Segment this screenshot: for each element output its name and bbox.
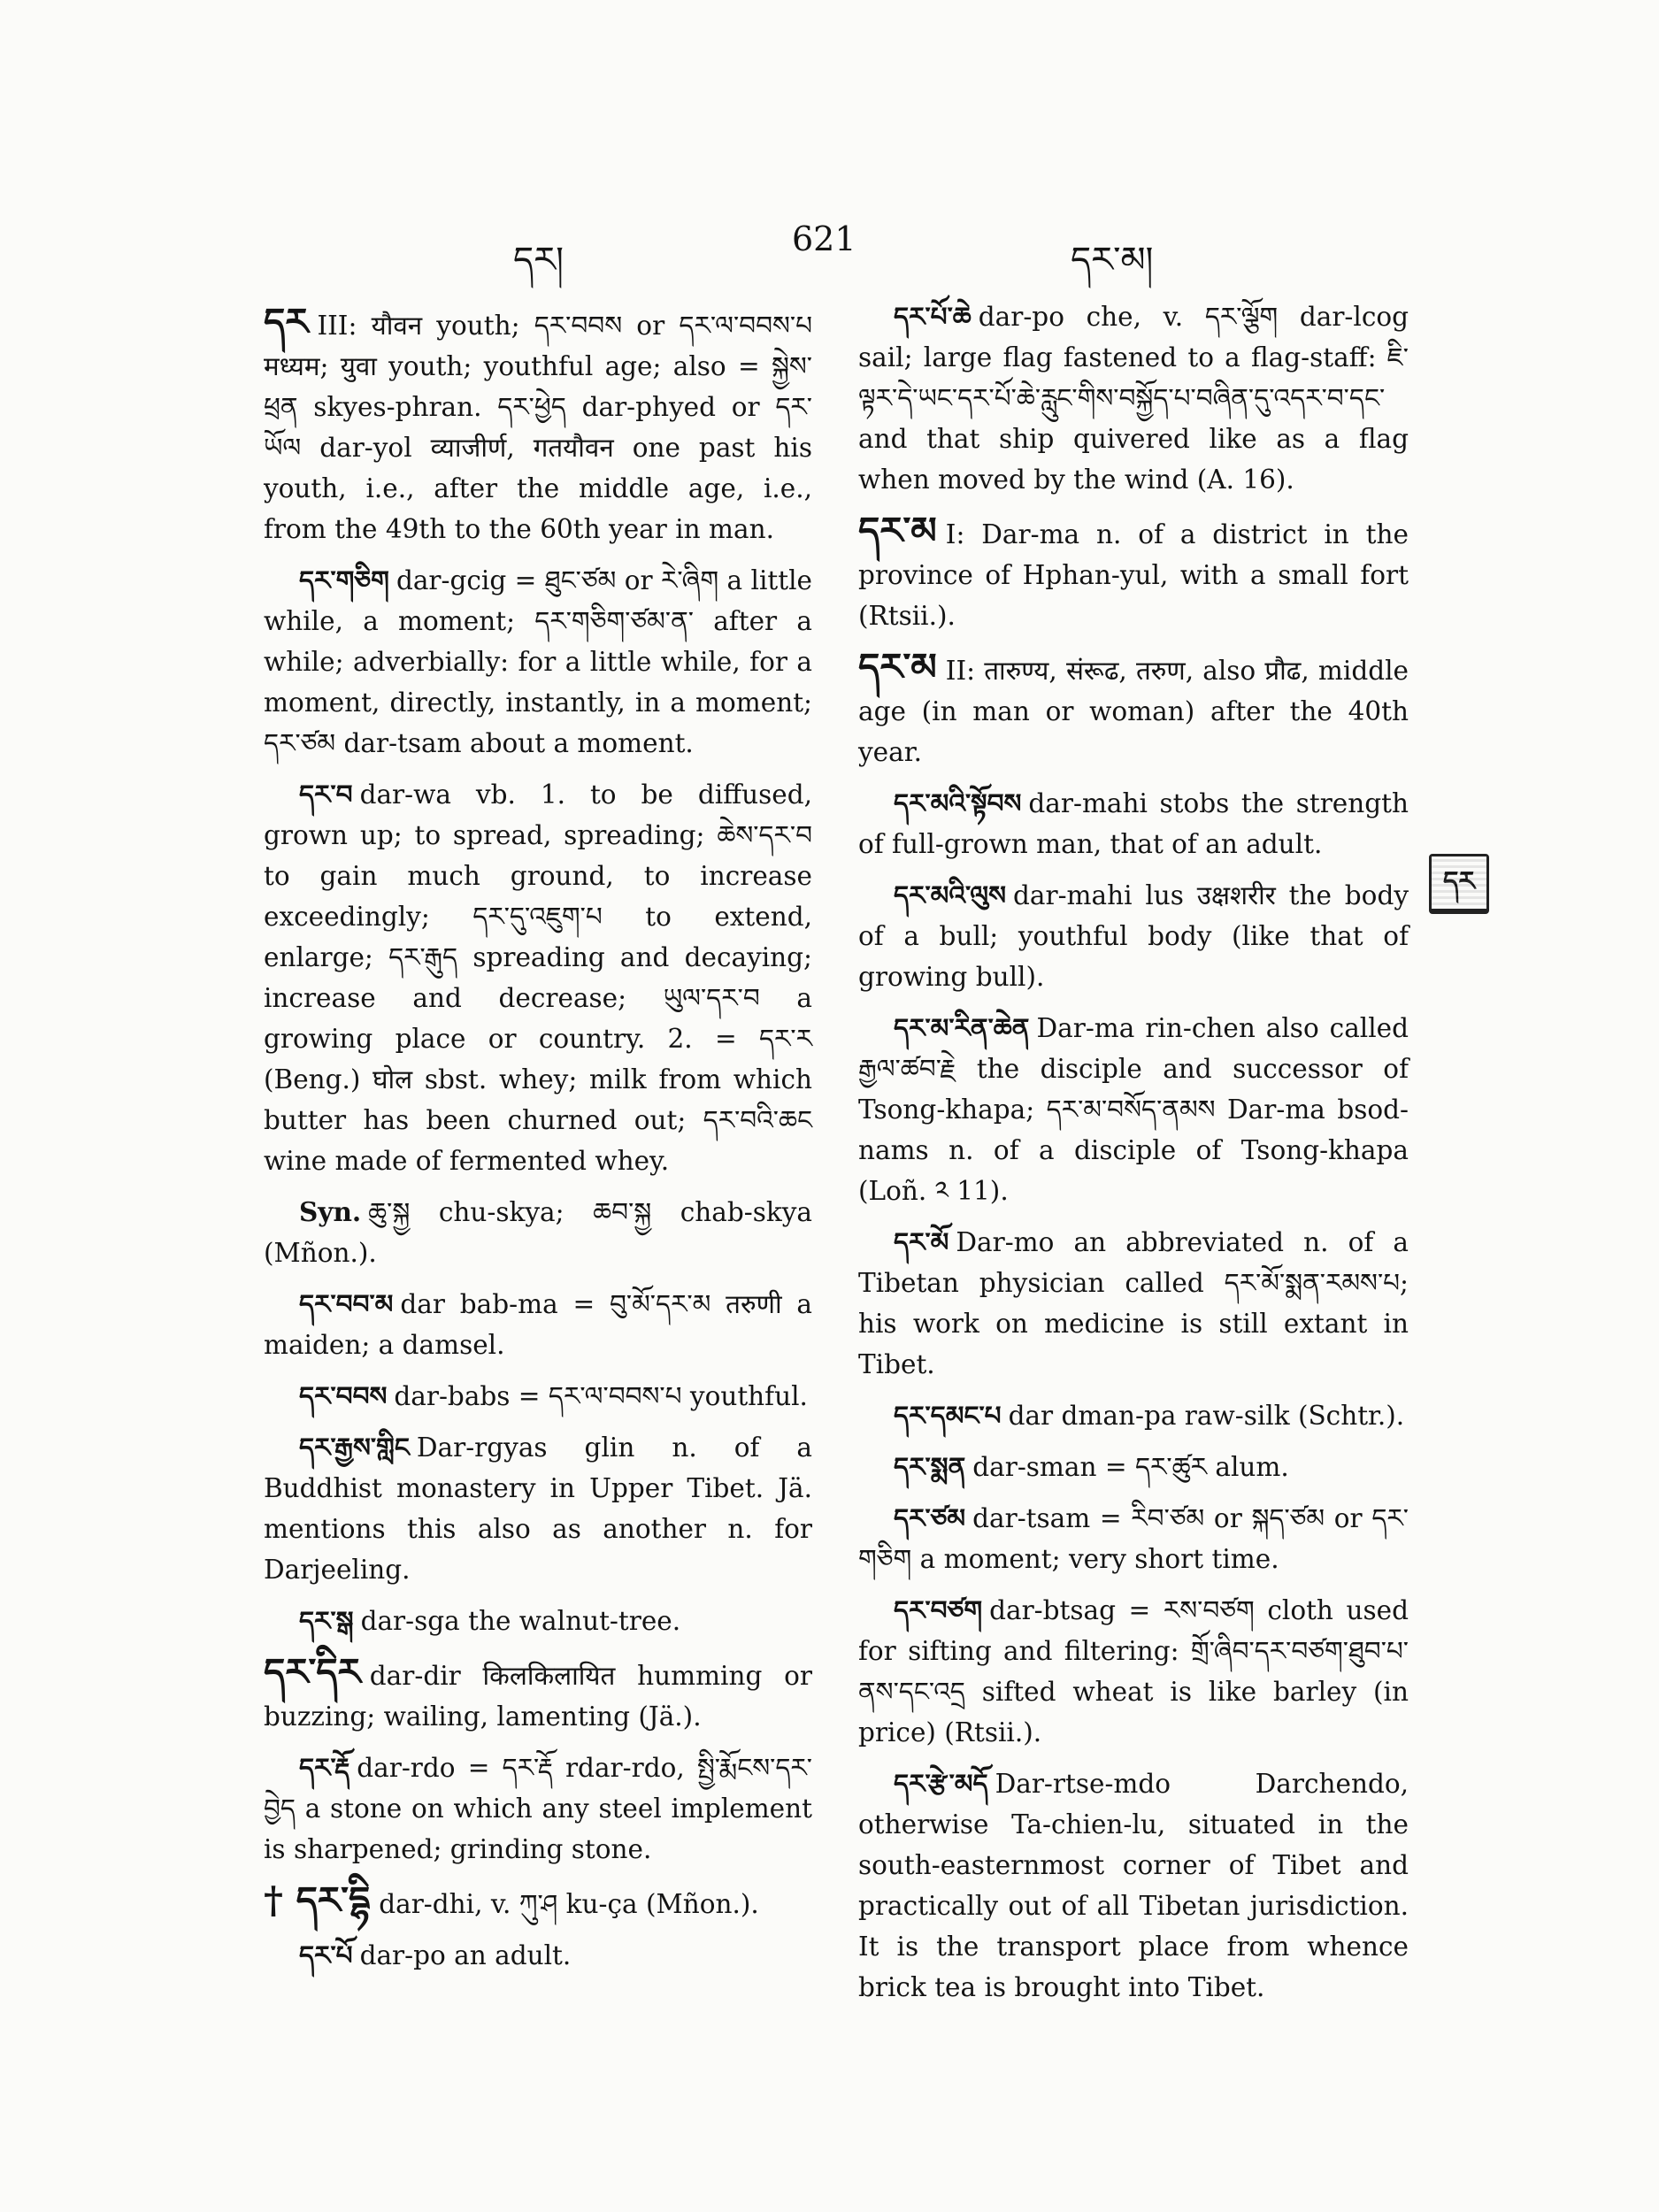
header-right-headword: དར་མ། (1071, 240, 1154, 280)
dictionary-entry (264, 1284, 812, 1365)
entry-headword: དར་མའི་སྟོབས (894, 787, 1022, 818)
entry-definition: Dar-mo an abbreviated n. of a Tibetan physician called དར་མོ་སྨན་རམས་པ; his work on medicine is still extant in Tibet. (858, 1227, 1409, 1379)
entry-headword: དར་པོ (299, 1939, 353, 1970)
thumb-index-tab (1429, 854, 1489, 914)
entry-definition: dar-mahi lus उक्षशरीर the body of a bull; youthful body (like that of growing bull). (858, 880, 1409, 992)
dictionary-entry (264, 1652, 812, 1737)
entry-headword: དར་མ (858, 509, 937, 552)
entry-definition: dar-sga the walnut-tree. (360, 1606, 681, 1636)
dictionary-entry (264, 1601, 812, 1641)
dictionary-entry (264, 302, 812, 549)
entry-definition: dar-sman = དར་ཚུར alum. (972, 1452, 1289, 1482)
entry-headword: དར་ཙམ (894, 1502, 966, 1533)
entry-definition: dar dman-pa raw-silk (Schtr.). (1008, 1401, 1405, 1431)
entry-headword: དར་བབ་མ (299, 1288, 394, 1319)
entry-definition: dar bab-ma = བུ་མོ་དར་མ तरुणी a maiden; a damsel. (264, 1289, 812, 1360)
dictionary-entry (264, 1747, 812, 1870)
dictionary-entry (858, 783, 1409, 864)
left-column (264, 296, 812, 1986)
dictionary-entry (858, 647, 1409, 772)
dictionary-entry (858, 296, 1409, 500)
entry-definition: dar-tsam = རིབ་ཙམ or སྐད་ཙམ or དར་གཅིག a moment; very short time. (858, 1503, 1409, 1574)
entry-definition: Dar-rgyas glin n. of a Buddhist monastery in Upper Tibet. Jä. mentions this also as another n. for Darjeeling. (264, 1432, 812, 1585)
entry-headword: དར་རྩེ་མདོ (894, 1768, 988, 1799)
dictionary-entry (264, 1880, 812, 1924)
right-column (858, 296, 1409, 2018)
dictionary-entry (264, 1192, 812, 1273)
entry-definition: III: यौवन youth; དར་བབས or དར་ལ་བབས་པ मध्यम; युवा youth; youthful age; also = སྐྱེས་ཕྲན skyes-phran. དར་ཕྱེད dar-phyed or དར་ཡོལ dar-yol व्याजीर्ण, गतयौवन one past his youth, i.e., after the middle age, i.e., from the 49th to the 60th year in man. (264, 311, 812, 544)
entry-headword: † དར་དྷི (264, 1878, 371, 1922)
dictionary-entry (858, 1498, 1409, 1579)
entry-definition: ཆུ་སྐྱ chu-skya; ཆབ་སྐྱ chab-skya (Mñon.). (264, 1197, 812, 1268)
entry-headword: དར་མ་རིན་ཆེན (894, 1012, 1030, 1043)
entry-headword: དར་གཅིག (299, 565, 389, 595)
dictionary-entry (858, 1222, 1409, 1385)
entry-headword: དར་རྡོ (299, 1752, 350, 1783)
entry-definition: dar-btsag = རས་བཙག cloth used for sifting and filtering: གྲོ་ཞིབ་དར་བཙག་ཐུབ་པ་ནས་དང་འདྲ sifted wheat is like barley (in price) (Rtsii.). (858, 1595, 1409, 1747)
entry-definition: Dar-rtse-mdo Darchendo, otherwise Ta-chien-lu, situated in the south-easternmost corner of Tibet and practically out of all Tibetan jurisdiction. It is the transport place from whence brick tea is brought into Tibet. (858, 1769, 1409, 2002)
dictionary-entry (858, 1590, 1409, 1753)
dictionary-entry (858, 1008, 1409, 1211)
page-header (0, 219, 1659, 280)
entry-definition: dar-po an adult. (359, 1940, 572, 1970)
dictionary-entry (264, 774, 812, 1181)
dictionary-entry (858, 1447, 1409, 1487)
thumb-index-label: དར (1432, 856, 1486, 908)
dictionary-entry (858, 875, 1409, 997)
dictionary-entry (264, 1935, 812, 1976)
dictionary-entry (858, 1395, 1409, 1436)
entry-definition: dar-wa vb. 1. to be diffused, grown up; to spread, spreading; ཆེས་དར་བ to gain much ground, to increase exceedingly; དར་དུ་འཇུག་པ to extend, enlarge; དར་རྒུད spreading and decaying; increase and decrease; ཡུལ་དར་བ a growing place or country. 2. = དར་ར (Beng.) घोल sbst. whey; milk from which butter has been churned out; དར་བའི་ཆང wine made of fermented whey. (264, 780, 812, 1176)
entry-headword: དར་མ (858, 645, 937, 688)
entry-headword: དར་མོ (894, 1226, 949, 1257)
entry-definition: dar-babs = དར་ལ་བབས་པ youthful. (394, 1381, 808, 1411)
entry-headword: དར་པོ་ཆེ (894, 301, 972, 332)
entry-headword: དར (264, 300, 309, 343)
entry-definition: dar-gcig = ཐུང་ཙམ or རེ་ཞིག a little while, a moment; དར་གཅིག་ཙམ་ན་ after a while; adverbially: for a little while, for a moment, directly, instantly, in a moment; དར་ཙམ dar-tsam about a moment. (264, 565, 812, 758)
dictionary-entry (264, 1427, 812, 1590)
header-left-headword: དར། (513, 240, 564, 280)
entry-headword: དར་དིར (264, 1650, 361, 1694)
entry-headword: དར་བཙག (894, 1594, 983, 1625)
entry-headword: དར་བ (299, 779, 353, 810)
entry-headword: དར་དམང་པ (894, 1400, 1002, 1431)
entry-definition: dar-dir किलकिलायित humming or buzzing; wailing, lamenting (Jä.). (264, 1661, 812, 1732)
dictionary-entry (264, 1376, 812, 1417)
entry-headword: དར་བབས (299, 1380, 388, 1411)
dictionary-entry (858, 1763, 1409, 2008)
entry-headword: དར་སྒ (299, 1605, 354, 1636)
entry-definition: dar-rdo = དར་རྡོ rdar-rdo, སྤྱི་རྨོངས་དར་བྱེད a stone on which any steel implement is sharpened; grinding stone. (264, 1753, 812, 1864)
entry-definition: dar-dhi, v. ཀུ་ཤ ku-ça (Mñon.). (379, 1889, 759, 1919)
entry-headword: དར་སྨན (894, 1451, 966, 1482)
entry-headword: དར་རྒྱས་གླིང (299, 1432, 410, 1463)
entry-definition: dar-mahi stobs the strength of full-grown man, that of an adult. (858, 788, 1409, 859)
dictionary-entry (264, 560, 812, 764)
entry-definition: dar-po che, v. དར་ལྕོག dar-lcog sail; large flag fastened to a flag-staff: ཇི་ལྟར་དེ་ཡང་དར་པོ་ཆེ་རླུང་གིས་བསྐྱོད་པ་བཞིན་དུ་འདར་བ་དང་ and that ship quivered like as a flag when moved by the wind (A. 16). (858, 302, 1409, 495)
dictionary-entry (858, 511, 1409, 636)
entry-definition: Dar-ma rin-chen also called རྒྱལ་ཚབ་རྗེ the disciple and successor of Tsong-khapa; དར་མ་བསོད་ནམས Dar-ma bsod-nams n. of a disciple of Tsong-khapa (Loñ. ༢ 11). (858, 1013, 1409, 1206)
entry-headword: Syn. (299, 1196, 362, 1227)
entry-definition: I: Dar-ma n. of a district in the province of Hphan-yul, with a small fort (Rtsii.). (858, 519, 1409, 631)
page-number: 621 (792, 219, 856, 258)
entry-headword: དར་མའི་ལུས (894, 879, 1006, 910)
entry-definition: II: तारुण्य, संरूढ, तरुण, also प्रौढ, middle age (in man or woman) after the 40th year. (858, 656, 1409, 767)
